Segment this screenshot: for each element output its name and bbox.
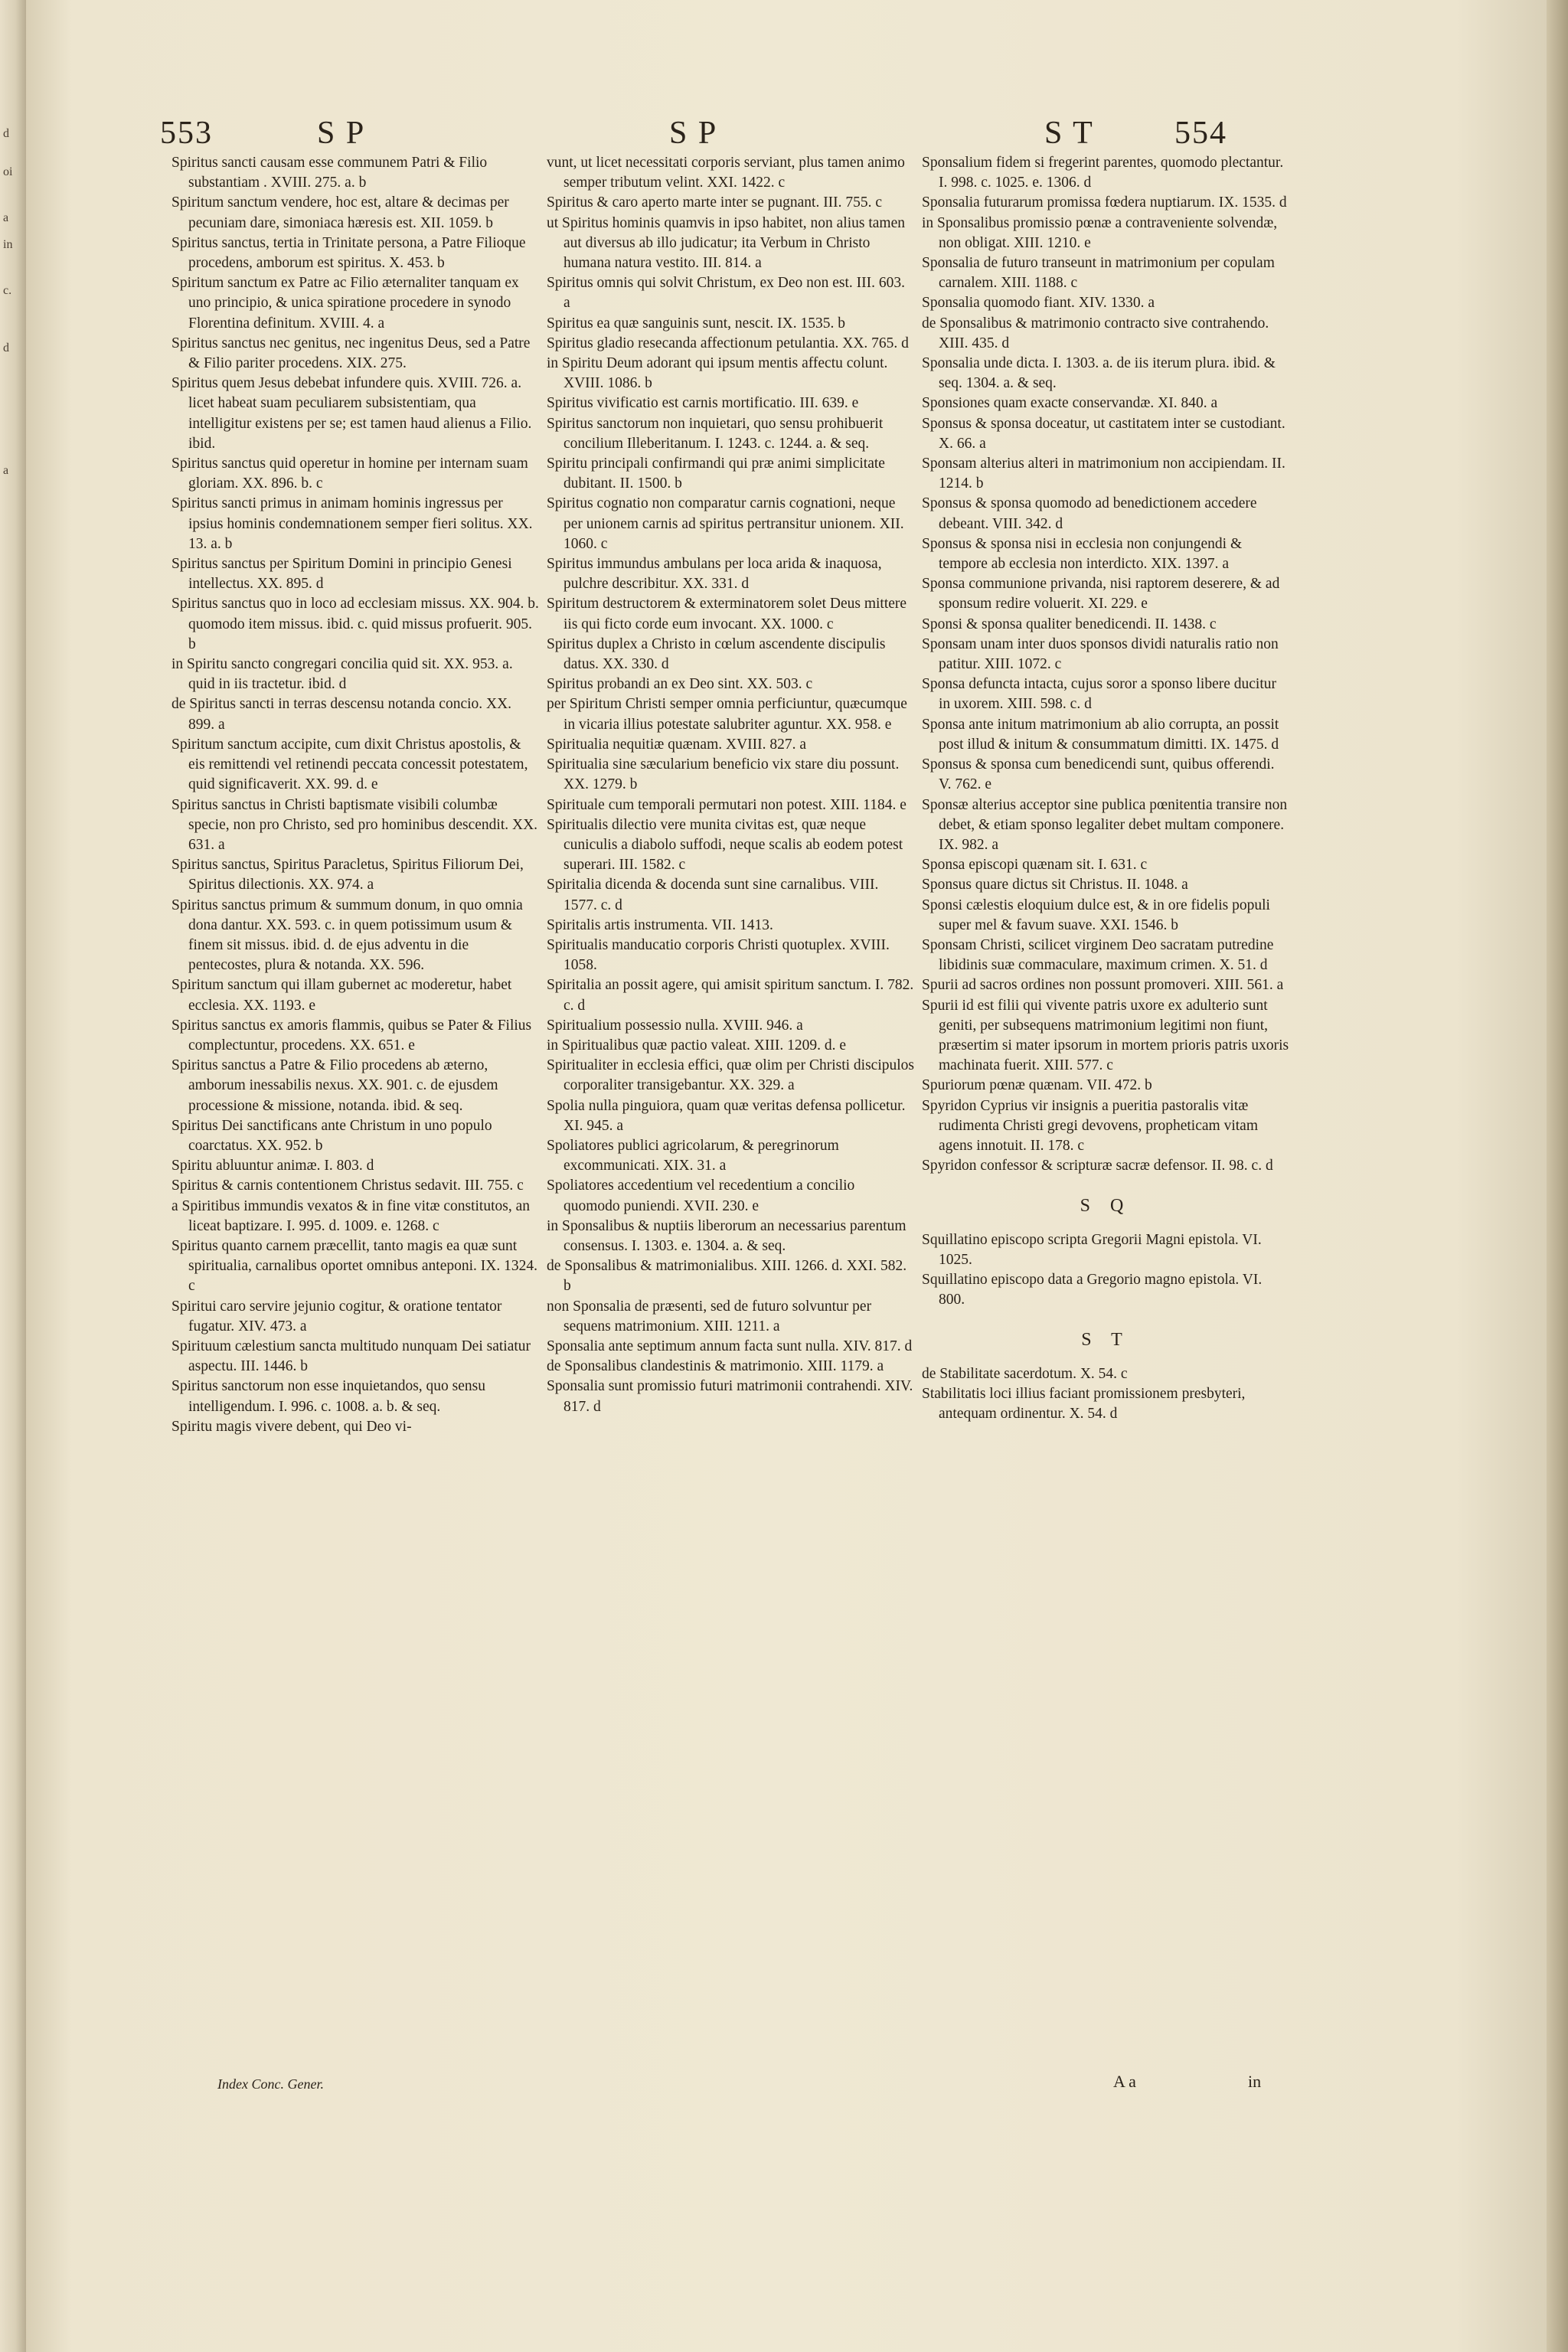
index-entry: Sponsam unam inter duos sponsos dividi naturalis ratio non patitur. XIII. 1072. c [922, 635, 1279, 673]
index-entry: Spiritum sanctum accipite, cum dixit Christus apostolis, & eis remittendi vel retinendi peccata concessit potestatem, quid significaverit. XX. 99. d. e [172, 736, 528, 793]
section-heading-st: S T [1081, 1330, 1130, 1351]
index-entry: Spiritus omnis qui solvit Christum, ex Deo non est. III. 603. a [547, 275, 905, 312]
index-entry: Spyridon Cyprius vir insignis a pueritia pastoralis vitæ rudimenta Christi gregi devovens, propheticam vitam agens innotuit. II. 178. c [922, 1097, 1258, 1154]
index-entry: Sponsalia ante septimum annum facta sunt nulla. XIV. 817. d [547, 1338, 913, 1354]
index-entry: Sponsalium fidem si fregerint parentes, quomodo plectantur. I. 998. c. 1025. e. 1306. d [922, 155, 1284, 191]
index-entry: Sponsus & sponsa doceatur, ut castitatem inter se custodiant. X. 66. a [922, 415, 1285, 452]
index-entry: Spiritualis dilectio vere munita civitas est, quæ neque cuniculis a diabolo suffodi, neque scalis ab eodem potest superari. III. 1582. c [547, 816, 903, 874]
index-entry: Sponsæ alterius acceptor sine publica pœnitentia transire non debet, & etiam sponso legaliter debet multam componere. IX. 982. a [922, 796, 1288, 853]
index-entry: Spiritus probandi an ex Deo sint. XX. 503. c [547, 676, 813, 693]
index-entry: de Spiritus sancti in terras descensu notanda concio. XX. 899. a [172, 696, 512, 733]
index-entry: Spiritus sanctorum non esse inquietandos, quo sensu intelligendum. I. 996. c. 1008. a. b. & seq. [172, 1378, 486, 1415]
index-entry: Spiritum destructorem & exterminatorem solet Deus mittere iis qui ficto corde eum invocant. XX. 1000. c [547, 596, 907, 632]
index-entry: de Stabilitate sacerdotum. X. 54. c [922, 1365, 1128, 1382]
index-entry: Spiritus sanctus, Spiritus Paracletus, Spiritus Filiorum Dei, Spiritus dilectionis. XX. 974. a [172, 857, 524, 893]
index-entry: Sponsalia unde dicta. I. 1303. a. de iis iterum plura. ibid. & seq. 1304. a. & seq. [922, 355, 1276, 392]
index-column-right [922, 153, 1289, 1424]
index-column-left [172, 153, 539, 1437]
index-entry: Spiritus sanctus, tertia in Trinitate persona, a Patre Filioque procedens, amborum est spiritus. X. 453. b [172, 234, 526, 272]
index-entry: Sponsalia quomodo fiant. XIV. 1330. a [922, 295, 1155, 312]
index-entry: Spiritus quem Jesus debebat infundere quis. XVIII. 726. a. licet habeat suam peculiarem subsistentiam, qua intelligitur existens per se; est tamen haud alienus a Filio. ibid. [172, 375, 532, 452]
index-entry: Spolia nulla pinguiora, quam quæ veritas defensa pollicetur. XI. 945. a [547, 1097, 906, 1134]
index-entry: Spiritus sanctus per Spiritum Domini in principio Genesi intellectus. XX. 895. d [172, 556, 512, 593]
index-entry: Spiritus quanto carnem præcellit, tanto magis ea quæ sunt spiritualia, carnalibus oportet omnibus anteponi. IX. 1324. c [172, 1237, 537, 1295]
index-entry: de Sponsalibus clandestinis & matrimonio. XIII. 1179. a [547, 1358, 884, 1375]
index-entry: Spiritus sanctus a Patre & Filio procedens ab æterno, amborum inessabilis nexus. XX. 901. c. de ejusdem processione & missione, notanda. ibid. & seq. [172, 1057, 498, 1114]
index-entry: Sponsus quare dictus sit Christus. II. 1048. a [922, 877, 1188, 893]
index-entry: Spiritus gladio resecanda affectionum petulantia. XX. 765. d [547, 335, 909, 351]
index-column-center [547, 153, 914, 1417]
section-heading-sq: S Q [1080, 1196, 1132, 1217]
margin-fragment: d [3, 127, 9, 140]
index-entry: Spiritus sanctus ex amoris flammis, quibus se Pater & Filius complectuntur, procedens. XX. 651. e [172, 1017, 532, 1054]
index-entry: Sponsa communione privanda, nisi raptorem deserere, & ad sponsum redire voluerit. XI. 229. e [922, 576, 1280, 612]
index-entry: Squillatino episcopo data a Gregorio magno epistola. VI. 800. [922, 1271, 1263, 1308]
index-entry: in Spiritu sancto congregari concilia quid sit. XX. 953. a. quid in iis tractetur. ibid. d [172, 656, 513, 693]
guide-letters-right: S T [1044, 116, 1094, 151]
page-edge-right [1547, 0, 1568, 2352]
index-entry: Spiritus sanctus in Christi baptismate visibili columbæ specie, non pro Christo, sed pro hominibus descendit. XX. 631. a [172, 796, 538, 853]
index-entry: Spiritus duplex a Christo in cœlum ascendente discipulis datus. XX. 330. d [547, 635, 886, 673]
margin-fragment: a [3, 464, 9, 477]
index-entry: Spiritu magis vivere debent, qui Deo vi- [172, 1418, 412, 1435]
margin-fragment: oi [3, 165, 13, 178]
column-right-entries [922, 153, 1289, 1176]
index-entry: Spiritus sanctus primum & summum donum, in quo omnia dona dantur. XX. 593. c. in quem potissimum usum & finem sit missus. ibid. d. de ejus adventu in die pentecostes, plura & notanda. XX. 596. [172, 897, 523, 974]
index-entry: Spoliatores accedentium vel recedentium a concilio quomodo puniendi. XVII. 230. e [547, 1178, 855, 1214]
index-entry: Sponsalia sunt promissio futuri matrimonii contrahendi. XIV. 817. d [547, 1378, 913, 1415]
margin-fragment: c. [3, 284, 12, 297]
index-entry: Sponsa episcopi quænam sit. I. 631. c [922, 857, 1148, 874]
index-entry: Spoliatores publici agricolarum, & peregrinorum excommunicati. XIX. 31. a [547, 1137, 839, 1174]
index-entry: Spiritus sanctorum non inquietari, quo sensu prohibuerit concilium Illeberitanum. I. 1243. c. 1244. a. & seq. [547, 415, 884, 452]
index-entry: Spyridon confessor & scripturæ sacræ defensor. II. 98. c. d [922, 1158, 1273, 1174]
margin-fragment: d [3, 341, 9, 354]
guide-letters-center: S P [669, 116, 718, 151]
index-entry: Sponsus & sponsa nisi in ecclesia non conjungendi & tempore ab ecclesia non interdicto. XIX. 1397. a [922, 535, 1243, 573]
index-entry: vunt, ut licet necessitati corporis serviant, plus tamen animo semper tributum velint. XXI. 1422. c [547, 155, 905, 191]
index-entry: Spirituum cælestium sancta multitudo nunquam Dei satiatur aspectu. III. 1446. b [172, 1338, 531, 1375]
page-number-right: 554 [1174, 116, 1227, 151]
index-entry: Spiritum sanctum ex Patre ac Filio æternaliter tanquam ex uno principio, & unica spiratione procedere in synodo Florentina definitum. XVIII. 4. a [172, 275, 519, 332]
index-entry: in Spiritu Deum adorant qui ipsum mentis affectu colunt. XVIII. 1086. b [547, 355, 888, 392]
index-entry: Spuriorum pœnæ quænam. VII. 472. b [922, 1077, 1152, 1094]
index-entry: Sponsus & sponsa cum benedicendi sunt, quibus offerendi. V. 762. e [922, 756, 1275, 793]
index-entry: Spiritus vivificatio est carnis mortificatio. III. 639. e [547, 395, 859, 412]
index-entry: Sponsiones quam exacte conservandæ. XI. 840. a [922, 395, 1218, 412]
index-entry: Sponsa defuncta intacta, cujus soror a sponso libere ducitur in uxorem. XIII. 598. c. d [922, 676, 1277, 713]
index-entry: in Sponsalibus promissio pœnæ a contraveniente solvendæ, non obligat. XIII. 1210. e [922, 214, 1278, 251]
index-entry: in Sponsalibus & nuptiis liberorum an necessarius parentum consensus. I. 1303. e. 1304. a. & seq. [547, 1217, 906, 1254]
index-entry: Spiritum sanctum vendere, hoc est, altare & decimas per pecuniam dare, simoniaca hæresis est. XII. 1059. b [172, 194, 509, 231]
index-entry: Sponsa ante initum matrimonium ab alio corrupta, an possit post illud & initum & consummatum dimitti. IX. 1475. d [922, 716, 1279, 753]
index-entry: de Sponsalibus & matrimonio contracto sive contrahendo. XIII. 435. d [922, 315, 1269, 351]
index-entry: Spiritus sanctus quid operetur in homine per internam suam gloriam. XX. 896. b. c [172, 456, 528, 492]
index-entry: Spiritualium possessio nulla. XVIII. 946. a [547, 1017, 803, 1034]
index-page [26, 0, 1547, 2352]
index-entry: de Sponsalibus & matrimonialibus. XIII. 1266. d. XXI. 582. b [547, 1258, 907, 1295]
footer-index-title: Index Conc. Gener. [217, 2076, 324, 2092]
index-entry: Spiritualis manducatio corporis Christi quotuplex. XVIII. 1058. [547, 936, 890, 974]
index-entry: Spiritum sanctum qui illam gubernet ac moderetur, habet ecclesia. XX. 1193. e [172, 977, 512, 1014]
index-entry: Spiritalis artis instrumenta. VII. 1413. [547, 916, 773, 933]
index-entry: Sponsus & sponsa quomodo ad benedictionem accedere debeant. VIII. 342. d [922, 495, 1257, 532]
index-entry: Squillatino episcopo scripta Gregorii Magni epistola. VI. 1025. [922, 1231, 1262, 1268]
index-entry: Spiritus & caro aperto marte inter se pugnant. III. 755. c [547, 194, 883, 211]
index-entry: Spiritu principali confirmandi qui præ animi simplicitate dubitant. II. 1500. b [547, 456, 885, 492]
index-entry: Sponsam alterius alteri in matrimonium non accipiendam. II. 1214. b [922, 456, 1285, 492]
index-entry: a Spiritibus immundis vexatos & in fine vitæ constitutos, an liceat baptizare. I. 995. d. 1009. e. 1268. c [172, 1197, 530, 1234]
index-entry: Spiritus & carnis contentionem Christus sedavit. III. 755. c [172, 1178, 524, 1194]
index-entry: Spiritus sancti causam esse communem Patri & Filio substantiam . XVIII. 275. a. b [172, 155, 488, 191]
signature-mark: A a [1113, 2072, 1136, 2091]
index-entry: Spiritus sancti primus in animam hominis ingressus per ipsius hominis condemnationem semper fieri solitus. XX. 13. a. b [172, 495, 533, 552]
index-entry: Sponsi & sponsa qualiter benedicendi. II. 1438. c [922, 616, 1217, 632]
index-entry: Spiritus ea quæ sanguinis sunt, nescit. IX. 1535. b [547, 315, 845, 332]
index-entry: Spiritu abluuntur animæ. I. 803. d [172, 1158, 374, 1174]
index-entry: in Spiritualibus quæ pactio valeat. XIII. 1209. d. e [547, 1037, 847, 1054]
index-entry: Spurii ad sacros ordines non possunt promoveri. XIII. 561. a [922, 977, 1284, 994]
margin-fragment: a [3, 211, 9, 224]
index-entry: Stabilitatis loci illius faciant promissionem presbyteri, antequam ordinentur. X. 54. d [922, 1385, 1246, 1422]
margin-fragment: in [3, 238, 13, 251]
index-entry: Spiritualia nequitiæ quænam. XVIII. 827. a [547, 736, 807, 753]
index-entry: Spiritus sanctus quo in loco ad ecclesiam missus. XX. 904. b. quomodo item missus. ibid. c. quid missus profuerit. 905. b [172, 596, 539, 652]
index-entry: Spurii id est filii qui vivente patris uxore ex adulterio sunt geniti, per subsequens matrimonium legitimi non fiunt, præsertim si mater ipsorum in mortem prioris patris uxoris machinata fuerit. XIII. 577. c [922, 997, 1289, 1074]
catchword: in [1248, 2072, 1262, 2091]
index-entry: per Spiritum Christi semper omnia perficiuntur, quæcumque in vicaria illius potestate salubriter aguntur. XX. 958. e [547, 696, 907, 733]
index-entry: Spiritualia sine sæcularium beneficio vix stare diu possunt. XX. 1279. b [547, 756, 900, 793]
index-entry: Spiritalia dicenda & docenda sunt sine carnalibus. VIII. 1577. c. d [547, 877, 879, 913]
index-entry: Sponsam Christi, scilicet virginem Deo sacratam putredine libidinis suæ commaculare, maximum crimen. X. 51. d [922, 936, 1274, 974]
index-entry: Spiritalia an possit agere, qui amisit spiritum sanctum. I. 782. c. d [547, 977, 914, 1014]
guide-letters-left: S P [317, 116, 366, 151]
index-entry: non Sponsalia de præsenti, sed de futuro solvuntur per sequens matrimonium. XIII. 1211. a [547, 1298, 872, 1334]
index-entry: Sponsalia de futuro transeunt in matrimonium per copulam carnalem. XIII. 1188. c [922, 255, 1275, 292]
page-number-left: 553 [160, 116, 213, 151]
index-entry: Spirituale cum temporali permutari non potest. XIII. 1184. e [547, 796, 906, 813]
index-entry: Spiritualiter in ecclesia effici, quæ olim per Christi discipulos corporaliter transigebantur. XX. 329. a [547, 1057, 915, 1094]
index-entry: Spiritus immundus ambulans per loca arida & inaquosa, pulchre describitur. XX. 331. d [547, 556, 882, 593]
index-entry: Sponsi cælestis eloquium dulce est, & in ore fidelis populi super mel & favum suave. XXI. 1546. b [922, 897, 1270, 933]
index-entry: Spiritus cognatio non comparatur carnis cognationi, neque per unionem carnis ad spiritus pertransitur unionem. XII. 1060. c [547, 495, 904, 552]
index-entry: ut Spiritus hominis quamvis in ipso habitet, non alius tamen aut diversus ab illo judicatur; ita Verbum in Christo humana natura vestito. III. 814. a [547, 214, 905, 272]
index-entry: Spiritus Dei sanctificans ante Christum in uno populo coarctatus. XX. 952. b [172, 1117, 492, 1154]
index-entry: Spiritui caro servire jejunio cogitur, & oratione tentator fugatur. XIV. 473. a [172, 1298, 502, 1334]
index-entry: Spiritus sanctus nec genitus, nec ingenitus Deus, sed a Patre & Filio pariter procedens. XIX. 275. [172, 335, 531, 372]
index-entry: Sponsalia futurarum promissa fœdera nuptiarum. IX. 1535. d [922, 194, 1287, 211]
